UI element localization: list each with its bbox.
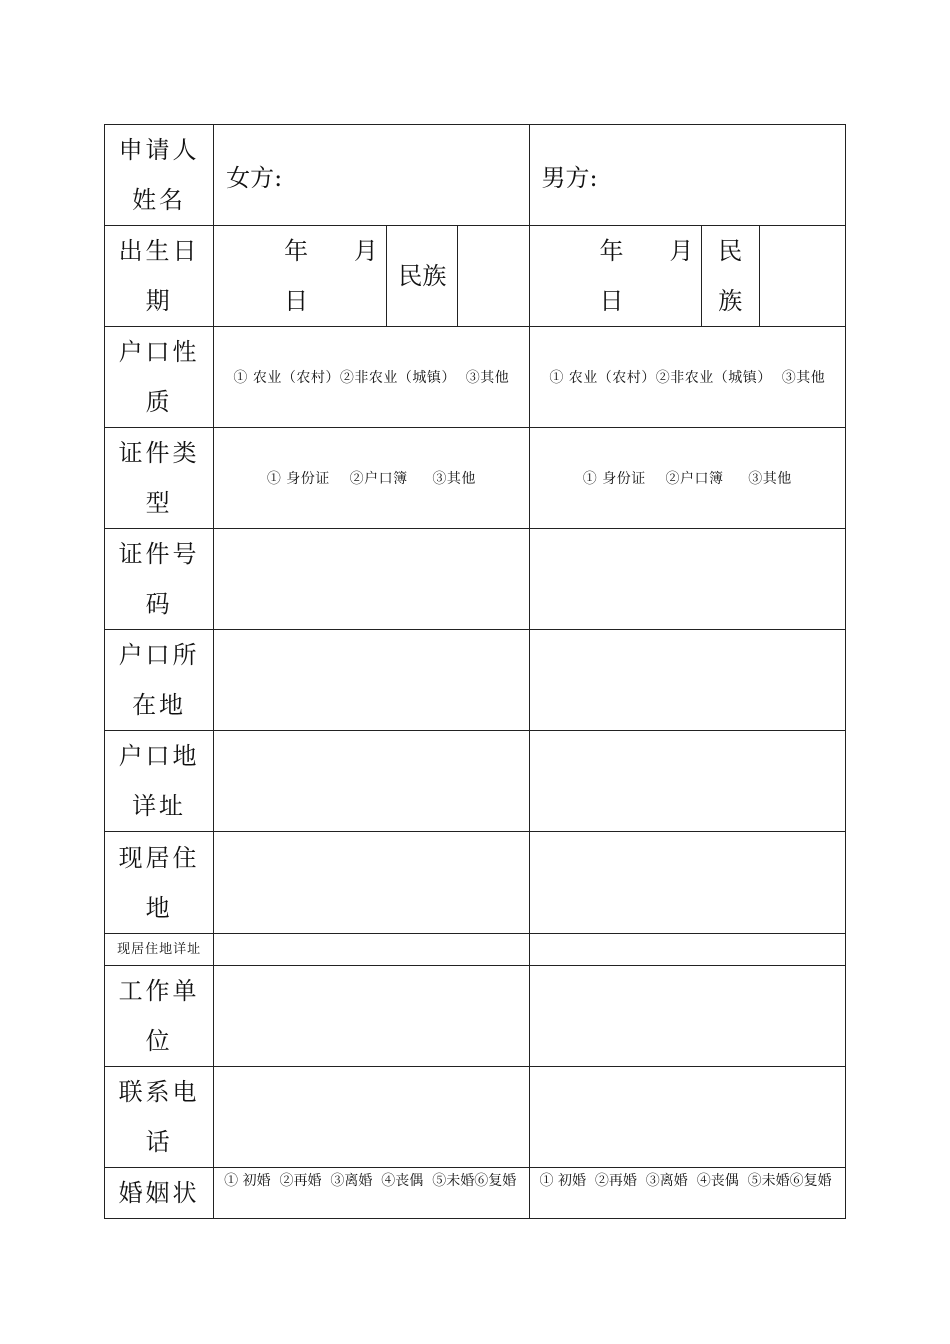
- female-birth-year-month: 年 月: [284, 237, 378, 265]
- female-hukou-address-field[interactable]: [214, 731, 529, 832]
- label-applicant-name: 申请人姓名: [105, 125, 214, 226]
- male-id-number-field[interactable]: [529, 529, 845, 630]
- label-marital-status: 婚姻状: [105, 1168, 214, 1219]
- male-hukou-place-field[interactable]: [529, 630, 845, 731]
- male-birth-year-month: 年 月: [599, 237, 694, 265]
- male-phone-field[interactable]: [529, 1067, 845, 1168]
- row-id-number: [105, 529, 846, 630]
- female-phone-field[interactable]: [214, 1067, 529, 1168]
- label-hukou-address: 户口地详址: [105, 731, 214, 832]
- male-work-unit-field[interactable]: [529, 966, 845, 1067]
- row-marital-status: [105, 1168, 846, 1219]
- male-birth-day: 日: [599, 287, 624, 315]
- row-hukou-place: [105, 630, 846, 731]
- female-ethnicity-field[interactable]: [458, 226, 529, 327]
- label-hukou-type: 户口性质: [105, 327, 214, 428]
- male-ethnicity-field[interactable]: [759, 226, 845, 327]
- row-applicant-name: [105, 125, 846, 226]
- row-work-unit: [105, 966, 846, 1067]
- female-marital-options[interactable]: ① 初婚 ②再婚 ③离婚 ④丧偶 ⑤未婚⑥复婚: [214, 1168, 529, 1219]
- female-hukou-options[interactable]: ① 农业（农村）②非农业（城镇） ③其他: [214, 327, 529, 428]
- female-hukou-place-field[interactable]: [214, 630, 529, 731]
- female-birth-day: 日: [284, 287, 309, 315]
- male-ethnicity-label: 民族: [701, 226, 759, 327]
- marriage-registration-form: [104, 124, 846, 1219]
- row-hukou-type: [105, 327, 846, 428]
- row-hukou-address: [105, 731, 846, 832]
- female-residence-address-field[interactable]: [214, 934, 529, 966]
- female-name-field[interactable]: 女方:: [214, 125, 529, 226]
- row-birth-date: [105, 226, 846, 327]
- female-id-options[interactable]: ① 身份证 ②户口簿 ③其他: [214, 428, 529, 529]
- label-residence-address: 现居住地详址: [105, 934, 214, 966]
- female-ethnicity-label: 民族: [387, 226, 458, 327]
- label-residence: 现居住地: [105, 832, 214, 934]
- male-name-field[interactable]: 男方:: [529, 125, 845, 226]
- male-hukou-options[interactable]: ① 农业（农村）②非农业（城镇） ③其他: [529, 327, 845, 428]
- label-phone: 联系电话: [105, 1067, 214, 1168]
- male-hukou-address-field[interactable]: [529, 731, 845, 832]
- female-birth-date-field[interactable]: [214, 226, 387, 327]
- label-id-type: 证件类型: [105, 428, 214, 529]
- label-birth-date: 出生日期: [105, 226, 214, 327]
- row-phone: [105, 1067, 846, 1168]
- label-hukou-place: 户口所在地: [105, 630, 214, 731]
- row-residence-address: [105, 934, 846, 966]
- male-marital-options[interactable]: ① 初婚 ②再婚 ③离婚 ④丧偶 ⑤未婚⑥复婚: [529, 1168, 845, 1219]
- male-residence-field[interactable]: [529, 832, 845, 934]
- label-work-unit: 工作单位: [105, 966, 214, 1067]
- label-id-number: 证件号码: [105, 529, 214, 630]
- row-id-type: [105, 428, 846, 529]
- male-id-options[interactable]: ① 身份证 ②户口簿 ③其他: [529, 428, 845, 529]
- male-residence-address-field[interactable]: [529, 934, 845, 966]
- female-id-number-field[interactable]: [214, 529, 529, 630]
- female-residence-field[interactable]: [214, 832, 529, 934]
- male-birth-date-field[interactable]: [529, 226, 701, 327]
- female-work-unit-field[interactable]: [214, 966, 529, 1067]
- row-residence: [105, 832, 846, 934]
